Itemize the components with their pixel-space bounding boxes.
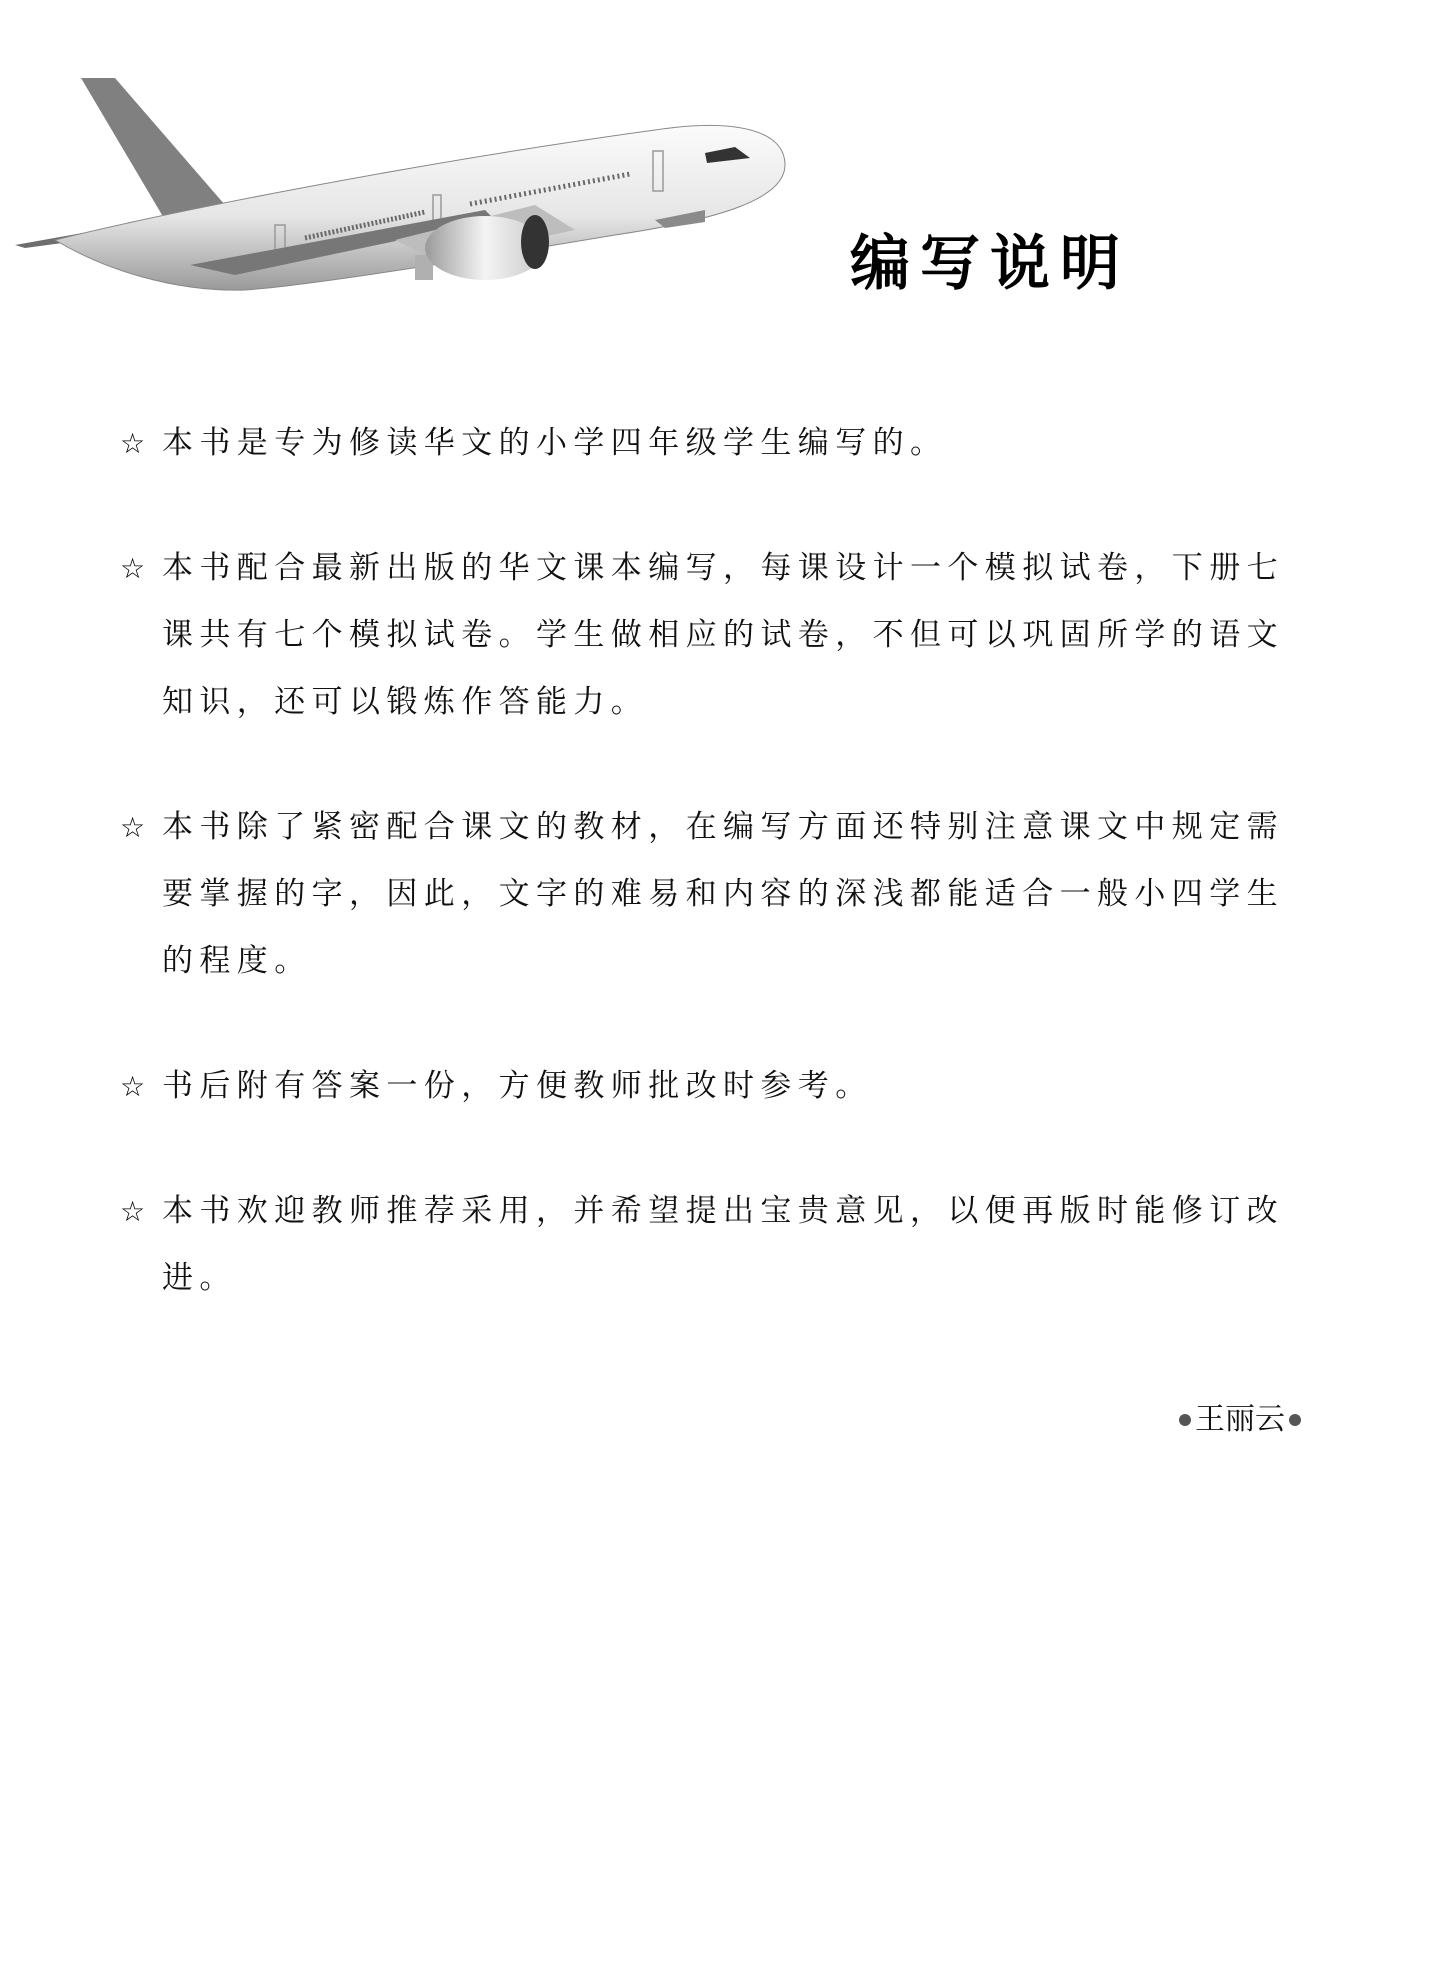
list-item-text: 书后附有答案一份，方便教师批改时参考。 [162,1068,873,1104]
list-item [120,1178,1320,1312]
list-item [120,410,1320,477]
list-item [120,1053,1320,1120]
author-name: 王丽云 [1195,1402,1285,1437]
star-outline-icon: ☆ [120,811,146,844]
star-outline-icon: ☆ [120,1195,146,1228]
bullet-dot-icon [1179,1414,1191,1426]
bullet-dot-icon [1289,1414,1301,1426]
star-outline-icon: ☆ [120,1070,146,1103]
page-title: 编写说明 [850,229,1130,299]
star-outline-icon: ☆ [120,427,146,460]
star-outline-icon: ☆ [120,552,146,585]
list-item-text: 本书除了紧密配合课文的教材，在编写方面还特别注意课文中规定需要掌握的字，因此，文字的难易和内容的深浅都能适合一般小四学生的程度。 [162,809,1284,979]
author-signature [1175,1398,1305,1442]
list-item-text: 本书配合最新出版的华文课本编写，每课设计一个模拟试卷，下册七课共有七个模拟试卷。学生做相应的试卷，不但可以巩固所学的语文知识，还可以锻炼作答能力。 [162,550,1284,720]
list-item [120,794,1320,995]
list-item-text: 本书是专为修读华文的小学四年级学生编写的。 [162,425,948,461]
guideline-list [120,410,1320,1370]
list-item [120,535,1320,736]
list-item-text: 本书欢迎教师推荐采用，并希望提出宝贵意见，以便再版时能修订改进。 [162,1193,1284,1296]
airplane-illustration [15,70,955,310]
